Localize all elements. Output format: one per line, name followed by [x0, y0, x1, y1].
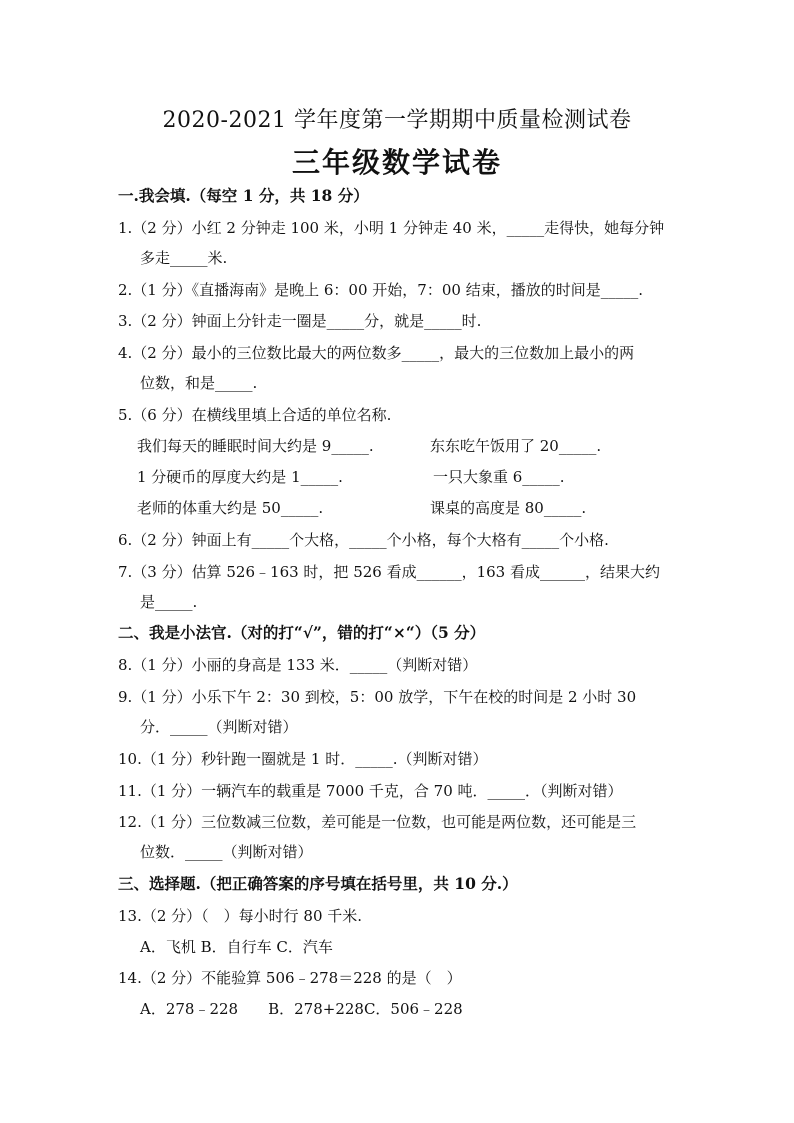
question-13-options: A．飞机 B．自行车 C．汽车	[140, 938, 333, 956]
question-5-item-f: 课桌的高度是 80_____.	[430, 499, 587, 517]
question-3: 3.（2 分）钟面上分针走一圈是_____分，就是_____时.	[118, 312, 482, 330]
question-14-options: A．278﹣228 B．278+228C．506﹣228	[140, 1000, 463, 1018]
question-2: 2.（1 分）《直播海南》是晚上 6：00 开始，7：00 结束，播放的时间是_____.	[118, 281, 643, 299]
question-7-line-2: 是_____.	[140, 593, 198, 611]
section-3-heading: 三、选择题.（把正确答案的序号填在括号里，共 10 分.）	[118, 874, 518, 893]
question-12-line-1: 12.（1 分）三位数减三位数，差可能是一位数，也可能是两位数，还可能是三	[118, 813, 637, 831]
question-7-line-1: 7.（3 分）估算 526﹣163 时，把 526 看成______，163 看成______，结果大约	[118, 563, 660, 581]
question-5: 5.（6 分）在横线里填上合适的单位名称.	[118, 406, 392, 424]
question-11: 11.（1 分）一辆汽车的载重是 7000 千克，合 70 吨．_____．（判断对错）	[118, 782, 623, 800]
exam-subtitle: 三年级数学试卷	[291, 146, 502, 179]
question-5-item-c: 1 分硬币的厚度大约是 1_____.	[137, 468, 343, 486]
exam-title: 2020-2021 学年度第一学期期中质量检测试卷	[162, 108, 632, 133]
question-14: 14.（2 分）不能验算 506﹣278＝228 的是（ ）	[118, 969, 462, 987]
question-5-item-a: 我们每天的睡眠时间大约是 9_____.	[137, 437, 374, 455]
question-9-line-1: 9.（1 分）小乐下午 2：30 到校，5：00 放学，下午在校的时间是 2 小时 30	[118, 688, 637, 706]
question-9-line-2: 分．_____（判断对错）	[140, 718, 298, 736]
question-12-line-2: 位数．_____（判断对错）	[140, 843, 313, 861]
question-4-line-2: 位数，和是_____.	[140, 374, 258, 392]
question-8: 8.（1 分）小丽的身高是 133 米．_____（判断对错）	[118, 656, 478, 674]
question-4-line-1: 4.（2 分）最小的三位数比最大的两位数多_____，最大的三位数加上最小的两	[118, 344, 635, 362]
question-13: 13.（2 分）（ ）每小时行 80 千米.	[118, 907, 363, 925]
question-1-line-1: 1.（2 分）小红 2 分钟走 100 米，小明 1 分钟走 40 米，_____走得快，她每分钟	[118, 219, 665, 237]
section-2-heading: 二、我是小法官.（对的打“√”，错的打“×“）（5 分）	[118, 623, 486, 642]
question-5-item-e: 老师的体重大约是 50_____.	[137, 499, 324, 517]
question-5-item-d: 一只大象重 6_____.	[433, 468, 565, 486]
section-1-heading: 一.我会填.（每空 1 分，共 18 分）	[118, 186, 369, 205]
question-5-item-b: 东东吃午饭用了 20_____.	[430, 437, 602, 455]
question-6: 6.（2 分）钟面上有_____个大格，_____个小格，每个大格有_____个小格.	[118, 531, 609, 549]
question-1-line-2: 多走_____米.	[140, 249, 228, 267]
question-10: 10.（1 分）秒针跑一圈就是 1 时．_____.（判断对错）	[118, 750, 488, 768]
